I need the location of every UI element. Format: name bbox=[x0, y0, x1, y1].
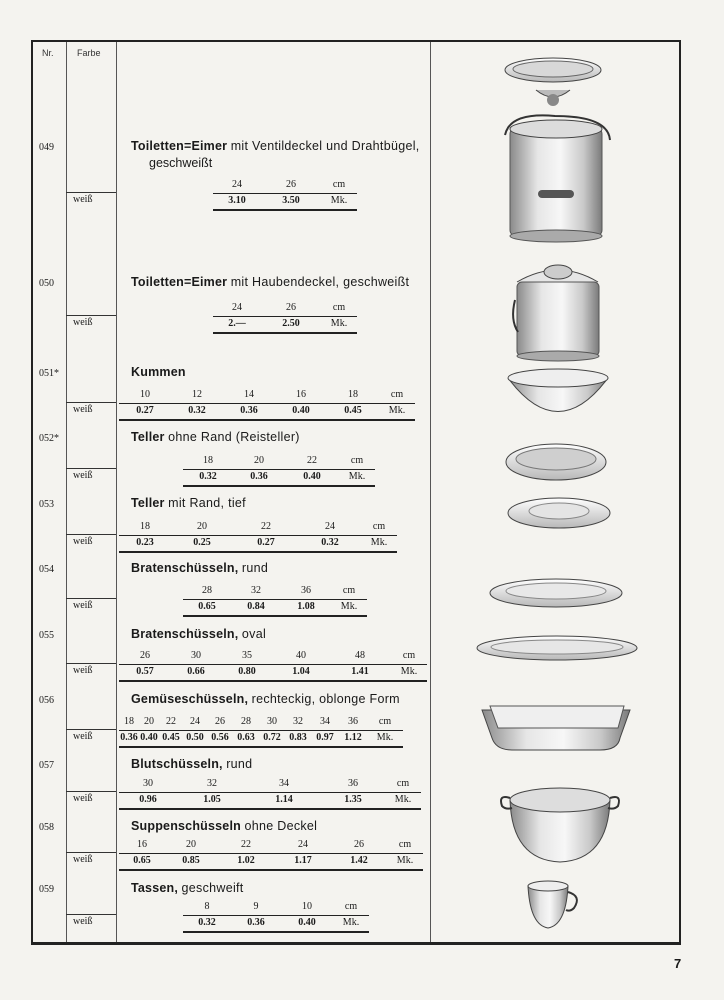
bucket-lid-image bbox=[505, 58, 601, 106]
price-cell: 0.96 bbox=[139, 794, 157, 805]
size-unit: cm bbox=[398, 839, 412, 850]
size-cell: 14 bbox=[244, 389, 254, 400]
size-cell: 22 bbox=[166, 716, 176, 727]
color-label: weiß bbox=[73, 916, 93, 927]
color-row-divider bbox=[66, 791, 116, 792]
size-cell: 30 bbox=[267, 716, 277, 727]
size-cell: 36 bbox=[301, 585, 311, 596]
item-description: rund bbox=[241, 561, 269, 575]
price-cell: 1.08 bbox=[297, 601, 315, 612]
size-cell: 20 bbox=[254, 455, 264, 466]
color-label: weiß bbox=[73, 600, 93, 611]
size-row bbox=[119, 388, 415, 404]
size-cell: 22 bbox=[241, 839, 251, 850]
size-cell: 26 bbox=[354, 839, 364, 850]
rimless-plate-image bbox=[506, 444, 606, 480]
price-cell: 1.04 bbox=[292, 666, 310, 677]
item-title bbox=[131, 881, 244, 895]
price-cell: 0.25 bbox=[193, 537, 211, 548]
price-cell: 1.42 bbox=[350, 855, 368, 866]
price-unit: Mk. bbox=[394, 794, 412, 805]
price-row bbox=[119, 536, 397, 553]
item-name: Toiletten=Eimer bbox=[131, 139, 228, 153]
item-title bbox=[131, 819, 317, 833]
product-illustrations bbox=[470, 50, 670, 950]
item-number: 058 bbox=[39, 822, 54, 833]
item-title bbox=[131, 275, 409, 289]
price-cell: 0.32 bbox=[198, 917, 216, 928]
price-cell: 0.36 bbox=[250, 471, 268, 482]
item-number: 056 bbox=[39, 695, 54, 706]
toilet-bucket-wire-handle-image bbox=[505, 115, 610, 242]
size-unit: cm bbox=[378, 716, 392, 727]
color-label: weiß bbox=[73, 317, 93, 328]
item-title bbox=[131, 561, 268, 575]
size-row bbox=[119, 649, 427, 665]
cup-image bbox=[528, 881, 577, 928]
size-unit: cm bbox=[396, 778, 410, 789]
size-row bbox=[183, 900, 369, 916]
item-name: Kummen bbox=[131, 365, 186, 379]
price-cell: 0.83 bbox=[289, 732, 307, 743]
price-unit: Mk. bbox=[340, 601, 358, 612]
price-unit: Mk. bbox=[388, 405, 406, 416]
oval-platter-image bbox=[477, 636, 637, 660]
price-unit: Mk. bbox=[348, 471, 366, 482]
size-unit: cm bbox=[372, 521, 386, 532]
price-table bbox=[119, 715, 403, 748]
item-description: rechteckig, oblonge Form bbox=[251, 692, 400, 706]
size-row bbox=[183, 454, 375, 470]
size-cell: 18 bbox=[124, 716, 134, 727]
price-cell: 0.56 bbox=[211, 732, 229, 743]
price-cell: 0.27 bbox=[136, 405, 154, 416]
price-unit: Mk. bbox=[330, 318, 348, 329]
price-unit: Mk. bbox=[330, 195, 348, 206]
size-cell: 10 bbox=[140, 389, 150, 400]
size-cell: 26 bbox=[140, 650, 150, 661]
column-divider bbox=[116, 42, 117, 942]
size-row bbox=[119, 715, 403, 731]
size-cell: 16 bbox=[296, 389, 306, 400]
price-cell: 0.40 bbox=[303, 471, 321, 482]
price-unit: Mk. bbox=[342, 917, 360, 928]
price-table bbox=[119, 388, 415, 421]
color-row-divider bbox=[66, 468, 116, 469]
price-row bbox=[213, 317, 357, 334]
color-label: weiß bbox=[73, 793, 93, 804]
color-row-divider bbox=[66, 534, 116, 535]
price-unit: Mk. bbox=[376, 732, 394, 743]
item-title bbox=[131, 692, 400, 706]
size-cell: 8 bbox=[204, 901, 210, 912]
round-platter-image bbox=[490, 579, 622, 607]
price-unit: Mk. bbox=[400, 666, 418, 677]
size-cell: 9 bbox=[253, 901, 259, 912]
size-cell: 22 bbox=[307, 455, 317, 466]
price-cell: 0.57 bbox=[136, 666, 154, 677]
size-cell: 48 bbox=[355, 650, 365, 661]
size-cell: 18 bbox=[348, 389, 358, 400]
size-cell: 24 bbox=[298, 839, 308, 850]
price-cell: 0.45 bbox=[162, 732, 180, 743]
item-description: mit Rand, tief bbox=[168, 496, 246, 510]
item-name: Gemüseschüsseln, bbox=[131, 692, 249, 706]
price-cell: 2.50 bbox=[282, 318, 300, 329]
price-table bbox=[119, 520, 397, 553]
size-row bbox=[119, 520, 397, 536]
price-unit: Mk. bbox=[370, 537, 388, 548]
price-cell: 0.65 bbox=[198, 601, 216, 612]
item-description: ohne Rand (Reisteller) bbox=[168, 430, 300, 444]
price-table bbox=[183, 584, 367, 617]
item-number: 057 bbox=[39, 760, 54, 771]
item-title bbox=[131, 365, 186, 379]
price-cell: 0.63 bbox=[237, 732, 255, 743]
color-label: weiß bbox=[73, 731, 93, 742]
price-table bbox=[183, 454, 375, 487]
bowl-image bbox=[508, 369, 608, 412]
size-cell: 28 bbox=[202, 585, 212, 596]
size-cell: 18 bbox=[203, 455, 213, 466]
deep-plate-image bbox=[508, 498, 610, 528]
item-number: 052* bbox=[39, 433, 59, 444]
price-cell: 1.02 bbox=[237, 855, 255, 866]
price-row bbox=[213, 194, 357, 211]
item-name: Tassen, bbox=[131, 881, 179, 895]
size-row bbox=[119, 838, 423, 854]
size-unit: cm bbox=[402, 650, 416, 661]
price-row bbox=[183, 600, 367, 617]
price-row bbox=[183, 916, 369, 933]
price-table bbox=[213, 178, 357, 211]
price-cell: 0.97 bbox=[316, 732, 334, 743]
price-row bbox=[119, 665, 427, 682]
color-label: weiß bbox=[73, 854, 93, 865]
size-cell: 26 bbox=[215, 716, 225, 727]
price-cell: 0.27 bbox=[257, 537, 275, 548]
size-cell: 24 bbox=[325, 521, 335, 532]
item-name: Teller bbox=[131, 496, 165, 510]
color-row-divider bbox=[66, 402, 116, 403]
item-name: Bratenschüsseln, bbox=[131, 627, 239, 641]
item-description: mit Haubendeckel, geschweißt bbox=[230, 275, 410, 289]
price-cell: 0.23 bbox=[136, 537, 154, 548]
price-unit: Mk. bbox=[396, 855, 414, 866]
price-table bbox=[213, 301, 357, 334]
color-row-divider bbox=[66, 598, 116, 599]
color-label: weiß bbox=[73, 404, 93, 415]
item-title bbox=[131, 757, 252, 771]
size-cell: 26 bbox=[286, 302, 296, 313]
size-cell: 20 bbox=[197, 521, 207, 532]
size-unit: cm bbox=[342, 585, 356, 596]
price-cell: 0.45 bbox=[344, 405, 362, 416]
price-cell: 0.72 bbox=[263, 732, 281, 743]
item-description: ohne Deckel bbox=[244, 819, 318, 833]
price-cell: 0.32 bbox=[321, 537, 339, 548]
price-cell: 3.50 bbox=[282, 195, 300, 206]
color-row-divider bbox=[66, 663, 116, 664]
size-unit: cm bbox=[344, 901, 358, 912]
item-description: geschweift bbox=[181, 881, 244, 895]
price-cell: 0.40 bbox=[298, 917, 316, 928]
color-row-divider bbox=[66, 315, 116, 316]
price-cell: 0.32 bbox=[199, 471, 217, 482]
nr-header: Nr. bbox=[42, 48, 54, 58]
size-cell: 12 bbox=[192, 389, 202, 400]
price-cell: 1.12 bbox=[344, 732, 362, 743]
color-row-divider bbox=[66, 729, 116, 730]
size-cell: 36 bbox=[348, 778, 358, 789]
size-cell: 16 bbox=[137, 839, 147, 850]
size-row bbox=[183, 584, 367, 600]
size-cell: 26 bbox=[286, 179, 296, 190]
size-cell: 32 bbox=[293, 716, 303, 727]
price-row bbox=[119, 854, 423, 871]
size-cell: 10 bbox=[302, 901, 312, 912]
item-title bbox=[131, 139, 420, 153]
price-cell: 1.17 bbox=[294, 855, 312, 866]
price-table bbox=[119, 777, 421, 810]
color-label: weiß bbox=[73, 470, 93, 481]
toilet-bucket-hood-lid-image bbox=[513, 265, 599, 361]
price-cell: 1.14 bbox=[275, 794, 293, 805]
size-cell: 24 bbox=[232, 302, 242, 313]
item-number: 055 bbox=[39, 630, 54, 641]
size-cell: 20 bbox=[186, 839, 196, 850]
color-label: weiß bbox=[73, 194, 93, 205]
size-cell: 35 bbox=[242, 650, 252, 661]
size-cell: 32 bbox=[251, 585, 261, 596]
size-cell: 24 bbox=[232, 179, 242, 190]
size-cell: 34 bbox=[320, 716, 330, 727]
item-description: rund bbox=[226, 757, 253, 771]
column-divider bbox=[430, 42, 431, 942]
price-cell: 0.36 bbox=[240, 405, 258, 416]
price-row bbox=[119, 793, 421, 810]
price-cell: 1.05 bbox=[203, 794, 221, 805]
color-label: weiß bbox=[73, 665, 93, 676]
item-name: Bratenschüsseln, bbox=[131, 561, 239, 575]
size-cell: 20 bbox=[144, 716, 154, 727]
price-cell: 3.10 bbox=[228, 195, 246, 206]
item-description: mit Ventildeckel und Drahtbügel, bbox=[230, 139, 420, 153]
price-row bbox=[119, 404, 415, 421]
size-cell: 32 bbox=[207, 778, 217, 789]
price-cell: 0.32 bbox=[188, 405, 206, 416]
price-cell: 0.36 bbox=[120, 732, 138, 743]
size-unit: cm bbox=[390, 389, 404, 400]
price-cell: 0.50 bbox=[186, 732, 204, 743]
size-cell: 24 bbox=[190, 716, 200, 727]
item-number: 050 bbox=[39, 278, 54, 289]
price-row bbox=[183, 470, 375, 487]
size-cell: 22 bbox=[261, 521, 271, 532]
color-label: weiß bbox=[73, 536, 93, 547]
farbe-header: Farbe bbox=[77, 48, 101, 58]
price-cell: 0.66 bbox=[187, 666, 205, 677]
page-number: 7 bbox=[674, 956, 682, 971]
item-name: Teller bbox=[131, 430, 165, 444]
item-number: 059 bbox=[39, 884, 54, 895]
item-name: Blutschüsseln, bbox=[131, 757, 223, 771]
size-cell: 18 bbox=[140, 521, 150, 532]
price-table bbox=[183, 900, 369, 933]
color-row-divider bbox=[66, 192, 116, 193]
size-cell: 30 bbox=[191, 650, 201, 661]
price-cell: 0.36 bbox=[247, 917, 265, 928]
size-cell: 28 bbox=[241, 716, 251, 727]
price-cell: 1.41 bbox=[351, 666, 369, 677]
item-name: Toiletten=Eimer bbox=[131, 275, 228, 289]
price-cell: 0.40 bbox=[292, 405, 310, 416]
price-cell: 0.65 bbox=[133, 855, 151, 866]
item-title bbox=[131, 430, 300, 444]
size-cell: 30 bbox=[143, 778, 153, 789]
size-row bbox=[119, 777, 421, 793]
size-cell: 40 bbox=[296, 650, 306, 661]
size-unit: cm bbox=[332, 179, 346, 190]
price-cell: 0.85 bbox=[182, 855, 200, 866]
size-row bbox=[213, 178, 357, 194]
price-cell: 0.40 bbox=[140, 732, 158, 743]
column-divider bbox=[66, 42, 67, 942]
size-cell: 36 bbox=[348, 716, 358, 727]
item-title bbox=[131, 496, 246, 510]
price-cell: 1.35 bbox=[344, 794, 362, 805]
item-number: 054 bbox=[39, 564, 54, 575]
size-row bbox=[213, 301, 357, 317]
color-row-divider bbox=[66, 852, 116, 853]
rectangular-dish-image bbox=[482, 706, 630, 750]
price-table bbox=[119, 649, 427, 682]
item-description: oval bbox=[241, 627, 267, 641]
size-unit: cm bbox=[350, 455, 364, 466]
item-number: 053 bbox=[39, 499, 54, 510]
size-cell: 34 bbox=[279, 778, 289, 789]
price-cell: 0.80 bbox=[238, 666, 256, 677]
item-description-line2: geschweißt bbox=[149, 156, 213, 170]
price-row bbox=[119, 731, 403, 748]
item-title bbox=[131, 627, 266, 641]
blood-bowl-image bbox=[501, 788, 619, 862]
color-row-divider bbox=[66, 914, 116, 915]
size-unit: cm bbox=[332, 302, 346, 313]
item-number: 051* bbox=[39, 368, 59, 379]
item-number: 049 bbox=[39, 142, 54, 153]
item-name: Suppenschüsseln bbox=[131, 819, 241, 833]
price-cell: 0.84 bbox=[247, 601, 265, 612]
price-cell: 2.— bbox=[228, 318, 246, 329]
price-table bbox=[119, 838, 423, 871]
